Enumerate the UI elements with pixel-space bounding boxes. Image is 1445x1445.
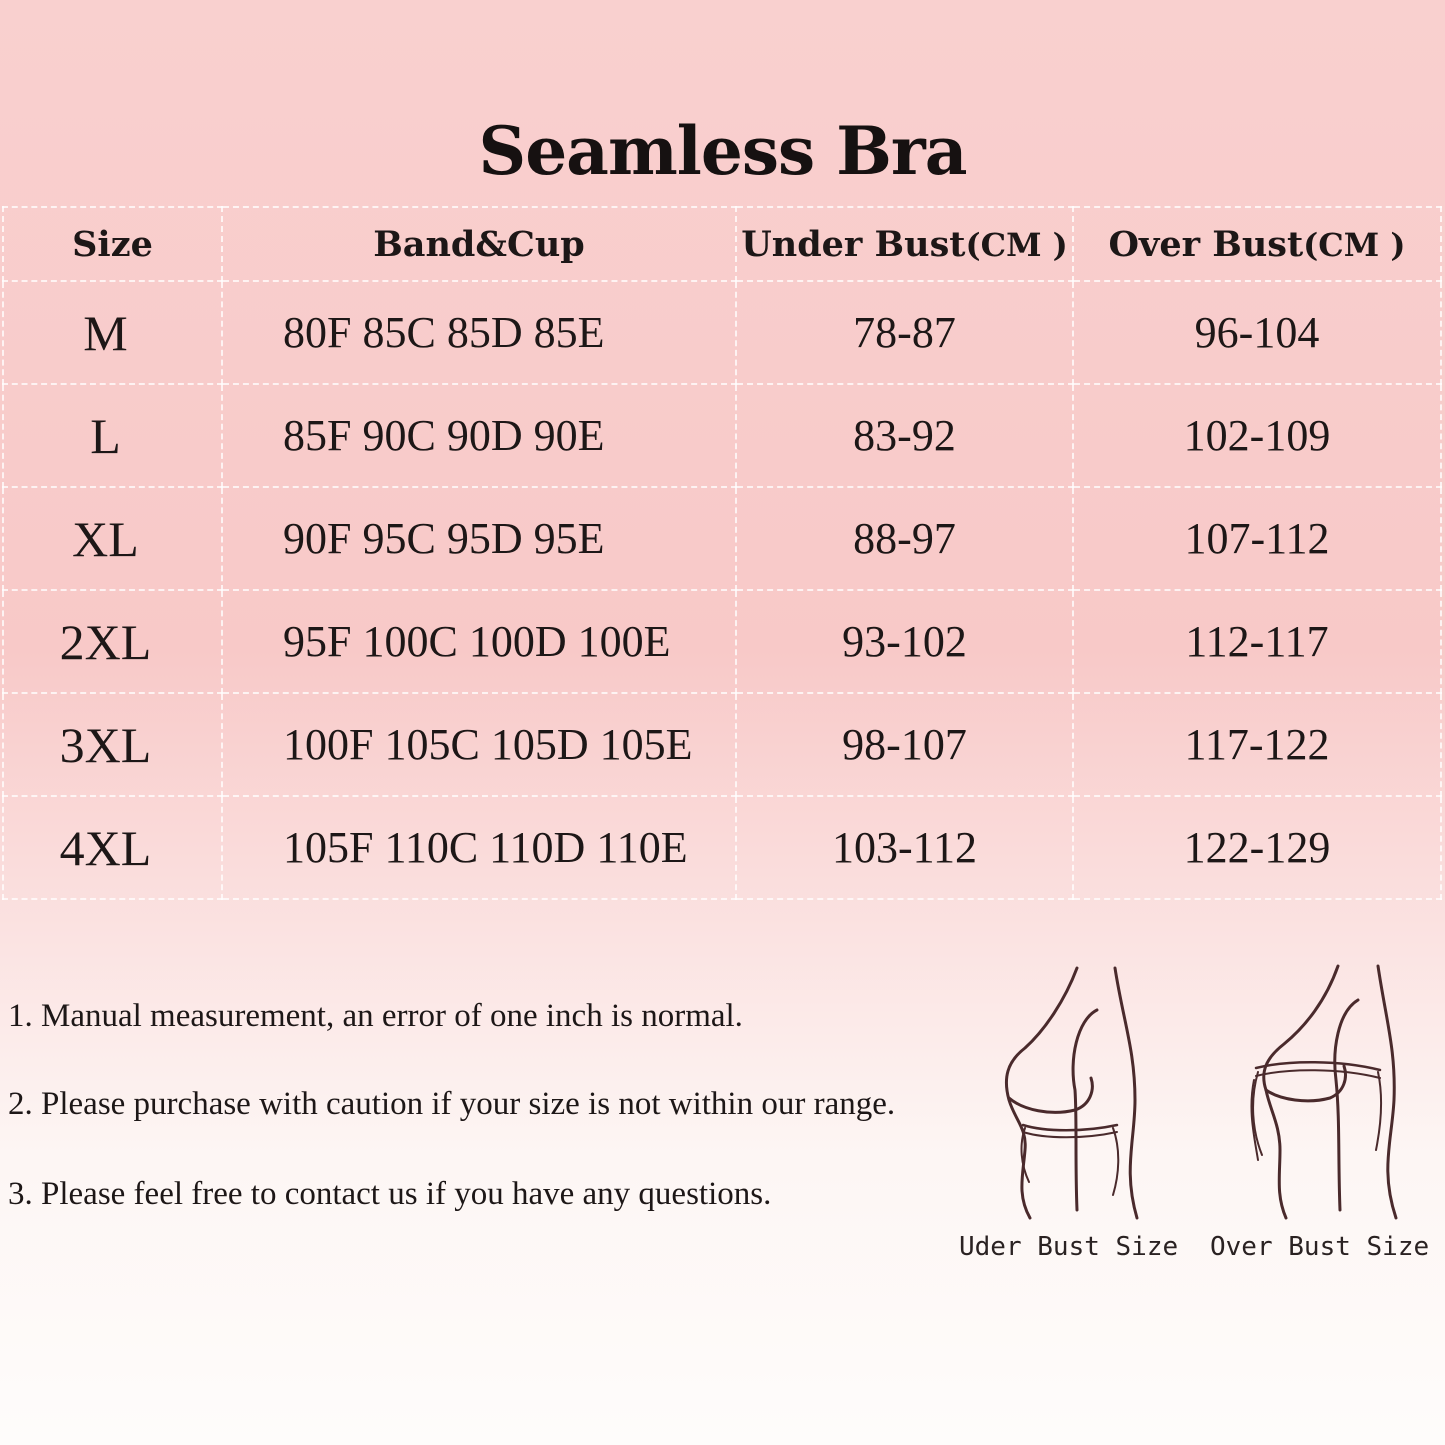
size-chart-table (2, 206, 1442, 900)
band-cup-cell: 90F 95C 95D 95E (222, 487, 736, 590)
under-bust-cell: 83-92 (736, 384, 1073, 487)
band-cup-cell: 85F 90C 90D 90E (222, 384, 736, 487)
header-under-bust: Under Bust(CM ) (736, 207, 1073, 281)
note-item: 3. Please feel free to contact us if you have any questions. (8, 1176, 772, 1212)
table-row (3, 796, 1441, 899)
under-bust-cell: 78-87 (736, 281, 1073, 384)
band-cup-cell: 95F 100C 100D 100E (222, 590, 736, 693)
band-cup-cell: 100F 105C 105D 105E (222, 693, 736, 796)
table-row (3, 384, 1441, 487)
under-bust-unit: (CM ) (965, 225, 1068, 264)
note-item: 1. Manual measurement, an error of one inch is normal. (8, 998, 743, 1034)
header-over-bust: Over Bust(CM ) (1073, 207, 1441, 281)
over-bust-cell: 117-122 (1073, 693, 1441, 796)
under-bust-figure-icon (995, 960, 1170, 1225)
over-bust-unit: (CM ) (1303, 225, 1406, 264)
table-row (3, 281, 1441, 384)
size-cell: 4XL (3, 796, 222, 899)
under-bust-cell: 88-97 (736, 487, 1073, 590)
table-row (3, 590, 1441, 693)
size-cell: XL (3, 487, 222, 590)
band-cup-cell: 80F 85C 85D 85E (222, 281, 736, 384)
under-bust-cell: 93-102 (736, 590, 1073, 693)
band-cup-cell: 105F 110C 110D 110E (222, 796, 736, 899)
over-bust-cell: 112-117 (1073, 590, 1441, 693)
table-row (3, 693, 1441, 796)
size-cell: L (3, 384, 222, 487)
page-title: Seamless Bra (478, 112, 967, 190)
under-bust-caption: Uder Bust Size (959, 1232, 1179, 1262)
size-cell: 3XL (3, 693, 222, 796)
table-row (3, 487, 1441, 590)
over-bust-cell: 102-109 (1073, 384, 1441, 487)
note-item: 2. Please purchase with caution if your size is not within our range. (8, 1086, 896, 1122)
table-header-row (3, 207, 1441, 281)
over-bust-cell: 96-104 (1073, 281, 1441, 384)
under-bust-cell: 103-112 (736, 796, 1073, 899)
over-bust-cell: 107-112 (1073, 487, 1441, 590)
over-bust-cell: 122-129 (1073, 796, 1441, 899)
size-cell: M (3, 281, 222, 384)
under-bust-cell: 98-107 (736, 693, 1073, 796)
over-bust-figure-icon (1240, 960, 1420, 1225)
size-cell: 2XL (3, 590, 222, 693)
header-band-cup: Band&Cup (222, 207, 736, 281)
over-bust-caption: Over Bust Size (1210, 1232, 1430, 1262)
header-size: Size (3, 207, 222, 281)
